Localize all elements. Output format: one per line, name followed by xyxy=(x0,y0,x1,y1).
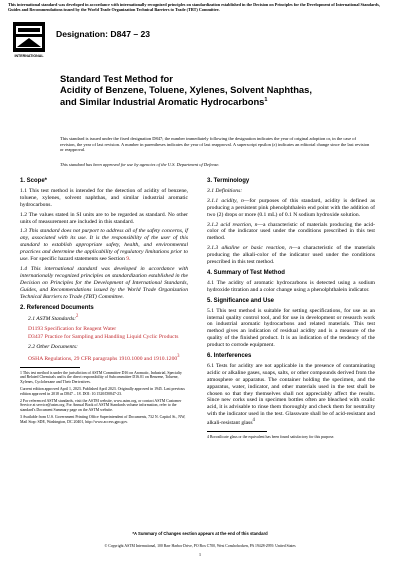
scope-1-1: 1.1 This test method is intended for the detection of acidity of benzene, toluene, xylenes, solvent naphthas, and similar industrial aromatic hydrocarbons. xyxy=(20,187,188,208)
scope-1-3 xyxy=(20,228,188,263)
scope-1-3-text: 1.3 This standard does not purport to address all of the safety concerns, if any, associated with its use. It is the responsibility of the user of this standard to establish appropriate safety, health, and environmental practices and determine the applicability of regulatory limitations prior to use. xyxy=(20,228,188,263)
significance-heading: 5. Significance and Use xyxy=(207,297,275,304)
footnote-2: 2 For referenced ASTM standards, visit the ASTM website, www.astm.org, or contact ASTM Customer Service at service@astm.org. For Annual Book of ASTM Standards volume information, refer to the standard's Document Summary page on the ASTM website. xyxy=(20,398,182,413)
scope-1-2: 1.2 The values stated in SI units are to be regarded as standard. No other units of measurement are included in this standard. xyxy=(20,211,188,225)
other-documents-label: 2.2 Other Documents: xyxy=(28,343,78,350)
term-acidity: 3.1.1 acidity, n xyxy=(207,197,244,204)
scope-1-4: 1.4 This international standard was developed in accordance with internationally recognized principles on standardization established in the Decision on Principles for the Development of International Standards, Guides, and Recommendations issued by the World Trade Organization Technical Barriers to Trade (TBT) Committee. xyxy=(20,265,188,300)
interferences-6-1 xyxy=(207,363,375,427)
scope-1-3b-pre: For specific hazard statements see Section xyxy=(30,256,127,263)
reference-d3437[interactable] xyxy=(20,334,188,341)
right-column xyxy=(207,178,375,442)
reference-d1193-title[interactable]: Specification for Reagent Water xyxy=(43,326,117,333)
definition-acid-reaction xyxy=(207,222,375,243)
interferences-6-1-text: 6.1 Tests for acidity are not applicable in the presence of contaminating acidic or alkaline gases, soaps, salts, or other compounds derived from the atmosphere or apparatus. The container holding the specimen, and the apparatus, water, indicator, and other materials used in the test shall be chosen so that they themselves shall not appreciably affect the results. Since new corks used in specimen bottles often are bleached with oxalic acid, it is advisable to rinse them thoroughly and check them for neutrality with the indicator used in the test. Glassware shall be of acid-resistant and alkali-resistant glass xyxy=(207,362,375,427)
reference-d1193[interactable] xyxy=(20,326,188,333)
definition-alkaline-reaction xyxy=(207,245,375,266)
tbt-notice: This international standard was developed in accordance with internationally recognized principles on standardization established in the Decision on Principles for the Development of International Standards, Guides and Recommendations issued by the World Trade Organization Technical Barriers to Trade (TBT) Committee. xyxy=(8,2,380,12)
reference-d3437-title[interactable]: Practice for Sampling and Handling Liquid Cyclic Products xyxy=(43,334,179,341)
definition-alkaline-reaction-text: —a characteristic of the materials producing the alkali-color of the indicator used under the conditions prescribed in this test method. xyxy=(207,245,376,266)
section-9-link[interactable]: 9 xyxy=(126,256,130,263)
significance-5-1: 5.1 This test method is suitable for setting specifications, for use as an internal quality control tool, and for use in development or research work on industrial aromatic hydrocarbons and related materials. This test method gives an indication of residual acidity and is a measure of the quality of the finished product. It is an indication of the tendency of the product to corrode equipment. xyxy=(207,307,375,349)
term-acid-reaction: 3.1.2 acid reaction, n xyxy=(207,221,258,228)
designation: Designation: D847 – 23 xyxy=(56,29,151,39)
title-footnote-mark: 1 xyxy=(264,97,268,104)
term-alkaline-reaction: 3.1.3 alkaline or basic reaction, n xyxy=(207,245,293,252)
reference-osha-text[interactable]: OSHA Regulations, 29 CFR paragraphs 1910.1000 and 1910.1200 xyxy=(28,355,178,362)
footnote-1: 1 This test method is under the jurisdiction of ASTM Committee D16 on Aromatic, Industrial, Specialty and Related Chemicals and is the direct responsibility of Subcommittee D16.01 on Benzene, Toluene, Xylenes, Cyclohexane and Their Derivatives. xyxy=(20,370,182,385)
astm-logo-icon xyxy=(12,22,46,62)
footnote-divider-right xyxy=(207,431,267,432)
footnote-4-mark[interactable]: 4 xyxy=(252,418,255,424)
definition-acidity-text: —for purposes of this standard, acidity is defined as producing a persistent pink phenolphthalein end point with the addition of two (2) drops or more (0.1 mL) of 0.1 N sodium hydroxide solution. xyxy=(207,197,376,218)
title-line-2: Acidity of Benzene, Toluene, Xylenes, Solvent Naphthas, xyxy=(60,84,312,96)
title-line-1: Standard Test Method for xyxy=(60,73,173,84)
page-title xyxy=(60,73,360,108)
definition-acid-reaction-text: —a characteristic of materials producing the acid-color of the indicator used under the conditions prescribed in this test method. xyxy=(207,221,375,242)
scope-heading: 1. Scope* xyxy=(20,178,48,184)
page-number: 1 xyxy=(198,552,202,557)
scope-1-3b-post: . xyxy=(129,256,131,263)
reference-osha[interactable] xyxy=(20,354,188,363)
summary-4-1: 4.1 The acidity of aromatic hydrocarbons is detected using a sodium hydroxide titration and a color change using a phenolphthalein indicator. xyxy=(207,279,375,293)
astm-standards-text: 2.1 ASTM Standards: xyxy=(28,316,77,323)
footnote-3-mark[interactable]: 3 xyxy=(177,353,180,359)
title-line-3-text: and Similar Industrial Aromatic Hydrocarbons xyxy=(60,96,265,108)
title-line-3 xyxy=(60,95,360,107)
reference-d1193-code[interactable]: D1193 xyxy=(28,326,44,333)
interferences-heading: 6. Interferences xyxy=(207,353,252,360)
footnote-1b: Current edition approved April 1, 2023. Published April 2023. Originally approved in 1945. Last previous edition approved in 2018 as D847 – 18. DOI: 10.1520/D0847-23. xyxy=(20,387,185,396)
approval-note: This standard has been approved for use by agencies of the U.S. Department of Defense. xyxy=(60,162,220,167)
summary-of-changes-note: *A Summary of Changes section appears at the end of this standard xyxy=(132,531,268,536)
astm-standards-label xyxy=(20,314,188,323)
terminology-heading: 3. Terminology xyxy=(207,178,250,184)
footnote-4: 4 Borosilicate glass or the equivalent has been found satisfactory for this purpose. xyxy=(207,434,335,439)
definitions-label: 3.1 Definitions: xyxy=(207,187,243,194)
logo-text: INTERNATIONAL xyxy=(14,54,44,58)
footnote-divider xyxy=(20,367,80,368)
referenced-documents-heading: 2. Referenced Documents xyxy=(20,304,94,311)
reference-d3437-code[interactable]: D3437 xyxy=(28,334,44,341)
standard-note: This standard is issued under the fixed designation D847; the number immediately following the designation indicates the year of original adoption or, in the case of revision, the year of last revision. A number in parentheses indicates the year of last reapproval. A superscript epsilon (ε) indicates an editorial change since the last revision or reapproval. xyxy=(60,136,370,153)
footnote-2-mark[interactable]: 2 xyxy=(76,314,79,320)
footnote-3: 3 Available from U.S. Government Printing Office Superintendent of Documents, 732 N. Capitol St., NW, Mail Stop: SDE, Washington, DC 20401, http://www.access.gpo.gov. xyxy=(20,415,186,424)
summary-heading: 4. Summary of Test Method xyxy=(207,269,285,276)
left-column xyxy=(20,178,188,427)
definition-acidity xyxy=(207,198,375,219)
copyright-line: © Copyright ASTM International, 100 Barr Harbor Drive, PO Box C700, West Conshohocken, PA 19428-2959. United States xyxy=(104,544,296,548)
